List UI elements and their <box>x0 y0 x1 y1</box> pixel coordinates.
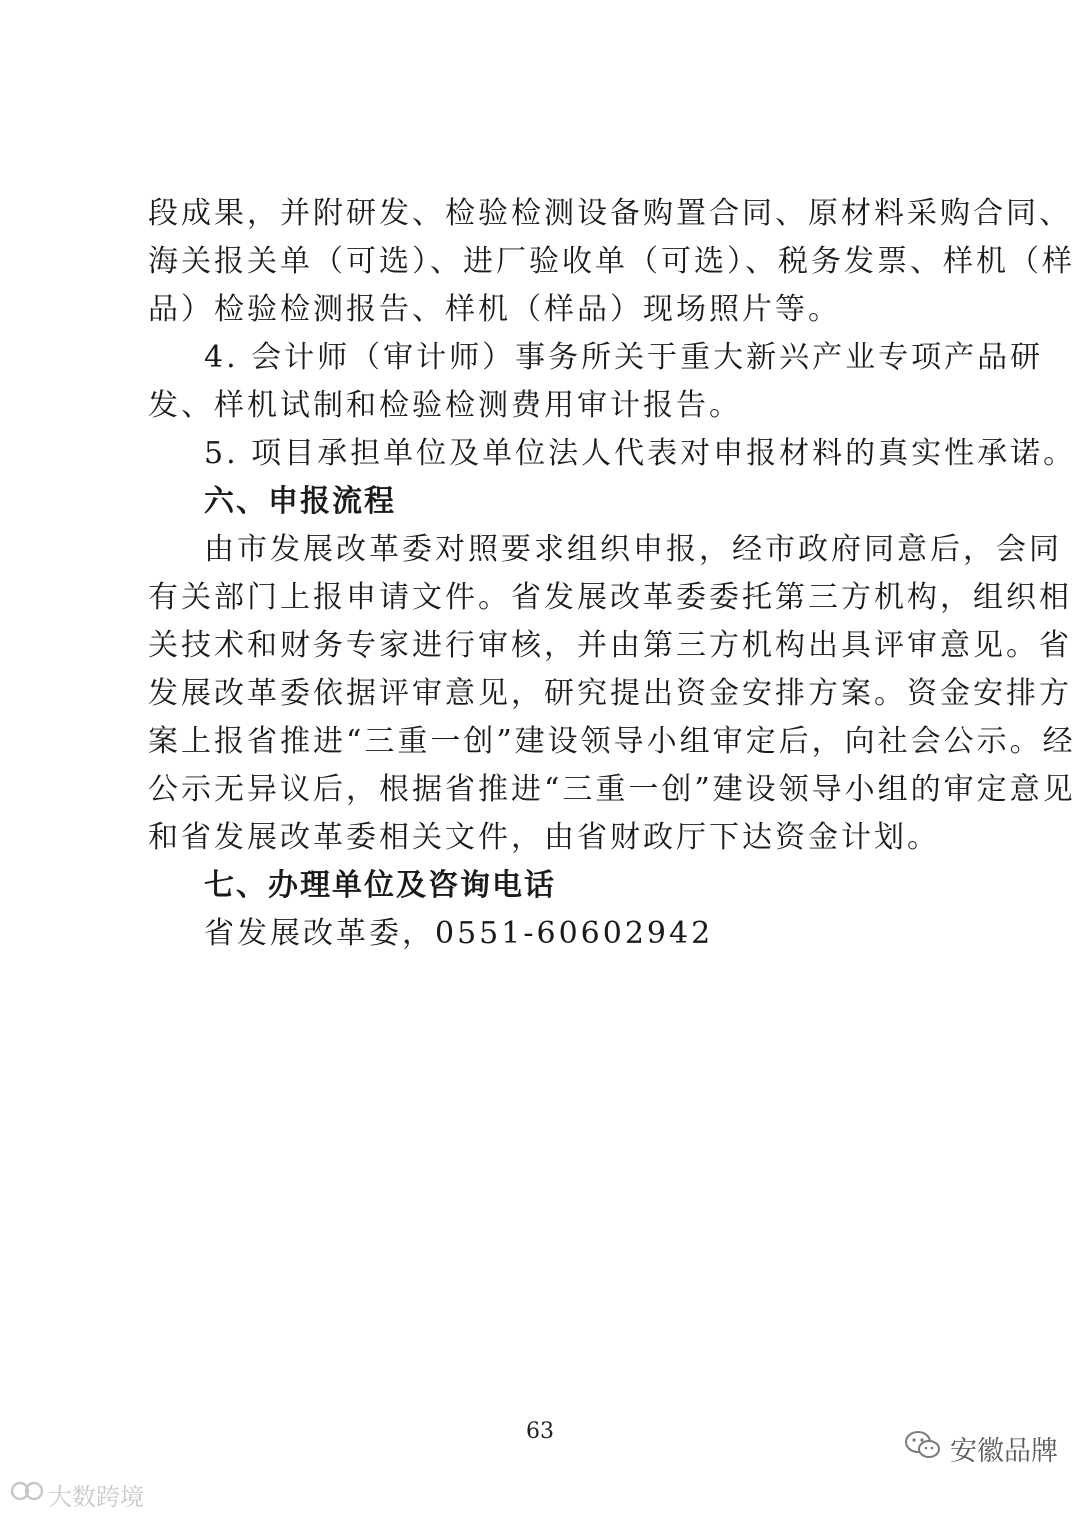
wechat-icon <box>904 1429 942 1468</box>
section-heading-7: 七、办理单位及咨询电话 <box>204 868 556 903</box>
page-number: 63 <box>526 1419 554 1444</box>
watermark-right-text: 安徽品牌 <box>950 1435 1058 1467</box>
paragraph-line: 公示无异议后，根据省推进“三重一创”建设领导小组的审定意见 <box>148 772 1076 807</box>
logo-icon <box>10 1479 44 1509</box>
paragraph-line: 案上报省推进“三重一创”建设领导小组审定后，向社会公示。经 <box>148 724 1076 759</box>
paragraph-line: 由市发展改革委对照要求组织申报，经市政府同意后，会同 <box>204 532 1062 567</box>
watermark-left <box>10 1476 144 1512</box>
paragraph-line: 有关部门上报申请文件。省发展改革委委托第三方机构，组织相 <box>148 580 1072 615</box>
paragraph-line: 海关报关单（可选）、进厂验收单（可选）、税务发票、样机（样 <box>148 244 1075 279</box>
list-item-5-line: 5. 项目承担单位及单位法人代表对申报材料的真实性承诺。 <box>204 436 1077 471</box>
paragraph-line: 发展改革委依据评审意见，研究提出资金安排方案。资金安排方 <box>148 676 1072 711</box>
paragraph-line: 发、样机试制和检验检测费用审计报告。 <box>148 388 742 423</box>
watermark-left-text: 大数跨境 <box>48 1482 144 1511</box>
list-item-4-line: 4. 会计师（审计师）事务所关于重大新兴产业专项产品研 <box>204 340 1044 375</box>
paragraph-line: 和省发展改革委相关文件，由省财政厅下达资金计划。 <box>148 820 940 855</box>
paragraph-line: 关技术和财务专家进行审核，并由第三方机构出具评审意见。省 <box>148 628 1072 663</box>
contact-line: 省发展改革委，0551-60602942 <box>204 916 714 951</box>
paragraph-line: 品）检验检测报告、样机（样品）现场照片等。 <box>148 292 841 327</box>
paragraph-line: 段成果，并附研发、检验检测设备购置合同、原材料采购合同、 <box>148 196 1072 231</box>
watermark-right <box>904 1428 1058 1468</box>
section-heading-6: 六、申报流程 <box>204 484 396 519</box>
